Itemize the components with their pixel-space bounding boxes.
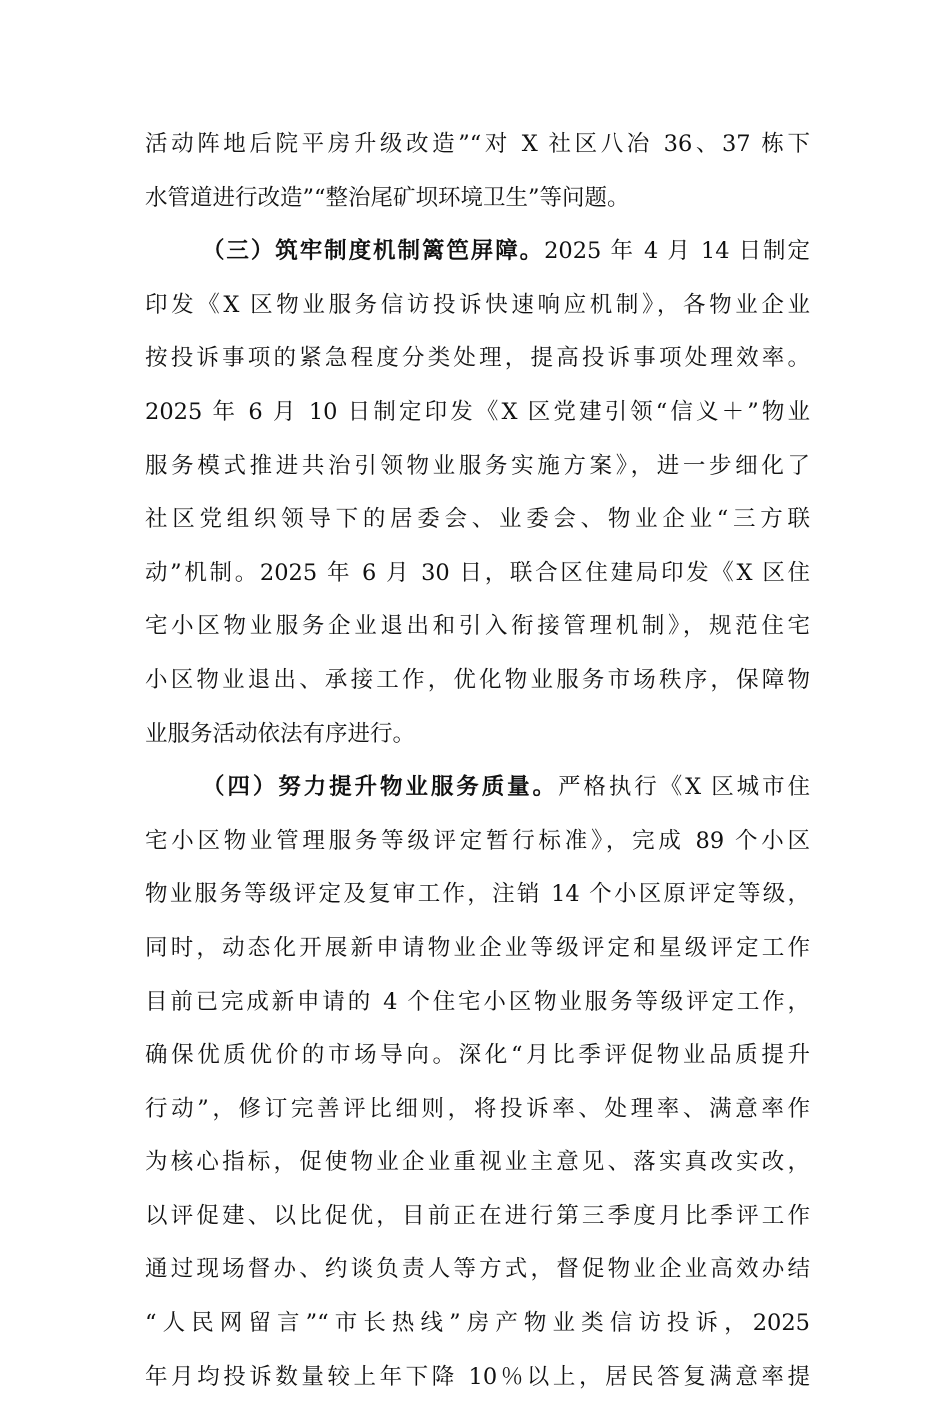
text-line: 目前已完成新申请的 4 个住宅小区物业服务等级评定工作， xyxy=(145,988,810,1015)
text-line: 通过现场督办、约谈负责人等方式，督促物业企业高效办结 xyxy=(145,1256,810,1283)
section-3-first-line xyxy=(145,225,810,279)
text-line: 以评促建、以比促优，目前正在进行第三季度月比季评工作 xyxy=(145,1202,810,1229)
body-text xyxy=(145,118,810,1404)
text-line: 宅小区物业服务企业退出和引入衔接管理机制》，规范住宅 xyxy=(145,613,810,640)
text-line: 小区物业退出、承接工作，优化物业服务市场秩序，保障物 xyxy=(145,666,810,693)
text-line: 为核心指标，促使物业企业重视业主意见、落实真改实改， xyxy=(145,1149,810,1176)
text-line: 动”机制。2025 年 6 月 30 日，联合区住建局印发《X 区住 xyxy=(145,559,810,586)
text-line: 业服务活动依法有序进行。 xyxy=(145,720,416,747)
text-line: 行动”，修订完善评比细则，将投诉率、处理率、满意率作 xyxy=(145,1095,810,1122)
text-line: 宅小区物业管理服务等级评定暂行标准》，完成 89 个小区 xyxy=(145,827,810,854)
section-4-heading: （四）努力提升物业服务质量。 xyxy=(202,774,558,801)
text-line: 年月均投诉数量较上年下降 10％以上，居民答复满意率提 xyxy=(145,1363,810,1390)
text-line: 水管道进行改造”“整治尾矿坝环境卫生”等问题。 xyxy=(145,184,630,211)
text-line: 社区党组织领导下的居委会、业委会、物业企业“三方联 xyxy=(145,506,810,533)
section-3-text: 2025 年 4 月 14 日制定 xyxy=(544,238,810,265)
section-4-text: 严格执行《X 区城市住 xyxy=(557,774,810,801)
section-4-first-line xyxy=(145,761,810,815)
text-line: 2025 年 6 月 10 日制定印发《X 区党建引领“信义＋”物业 xyxy=(145,398,810,425)
text-line: 物业服务等级评定及复审工作，注销 14 个小区原评定等级， xyxy=(145,881,810,908)
text-line: 印发《X 区物业服务信访投诉快速响应机制》，各物业企业 xyxy=(145,291,810,318)
text-line: 确保优质优价的市场导向。深化“月比季评促物业品质提升 xyxy=(145,1042,810,1069)
text-line: 活动阵地后院平房升级改造”“对 X 社区八冶 36、37 栋下 xyxy=(145,131,810,157)
text-line: “人民网留言”“市长热线”房产物业类信访投诉，2025 xyxy=(145,1310,810,1337)
text-line: 服务模式推进共治引领物业服务实施方案》，进一步细化了 xyxy=(145,452,810,479)
section-3-heading: （三）筑牢制度机制篱笆屏障。 xyxy=(202,238,545,265)
text-line: 同时，动态化开展新申请物业企业等级评定和星级评定工作 xyxy=(145,934,810,961)
text-line: 按投诉事项的紧急程度分类处理，提高投诉事项处理效率。 xyxy=(145,345,810,372)
